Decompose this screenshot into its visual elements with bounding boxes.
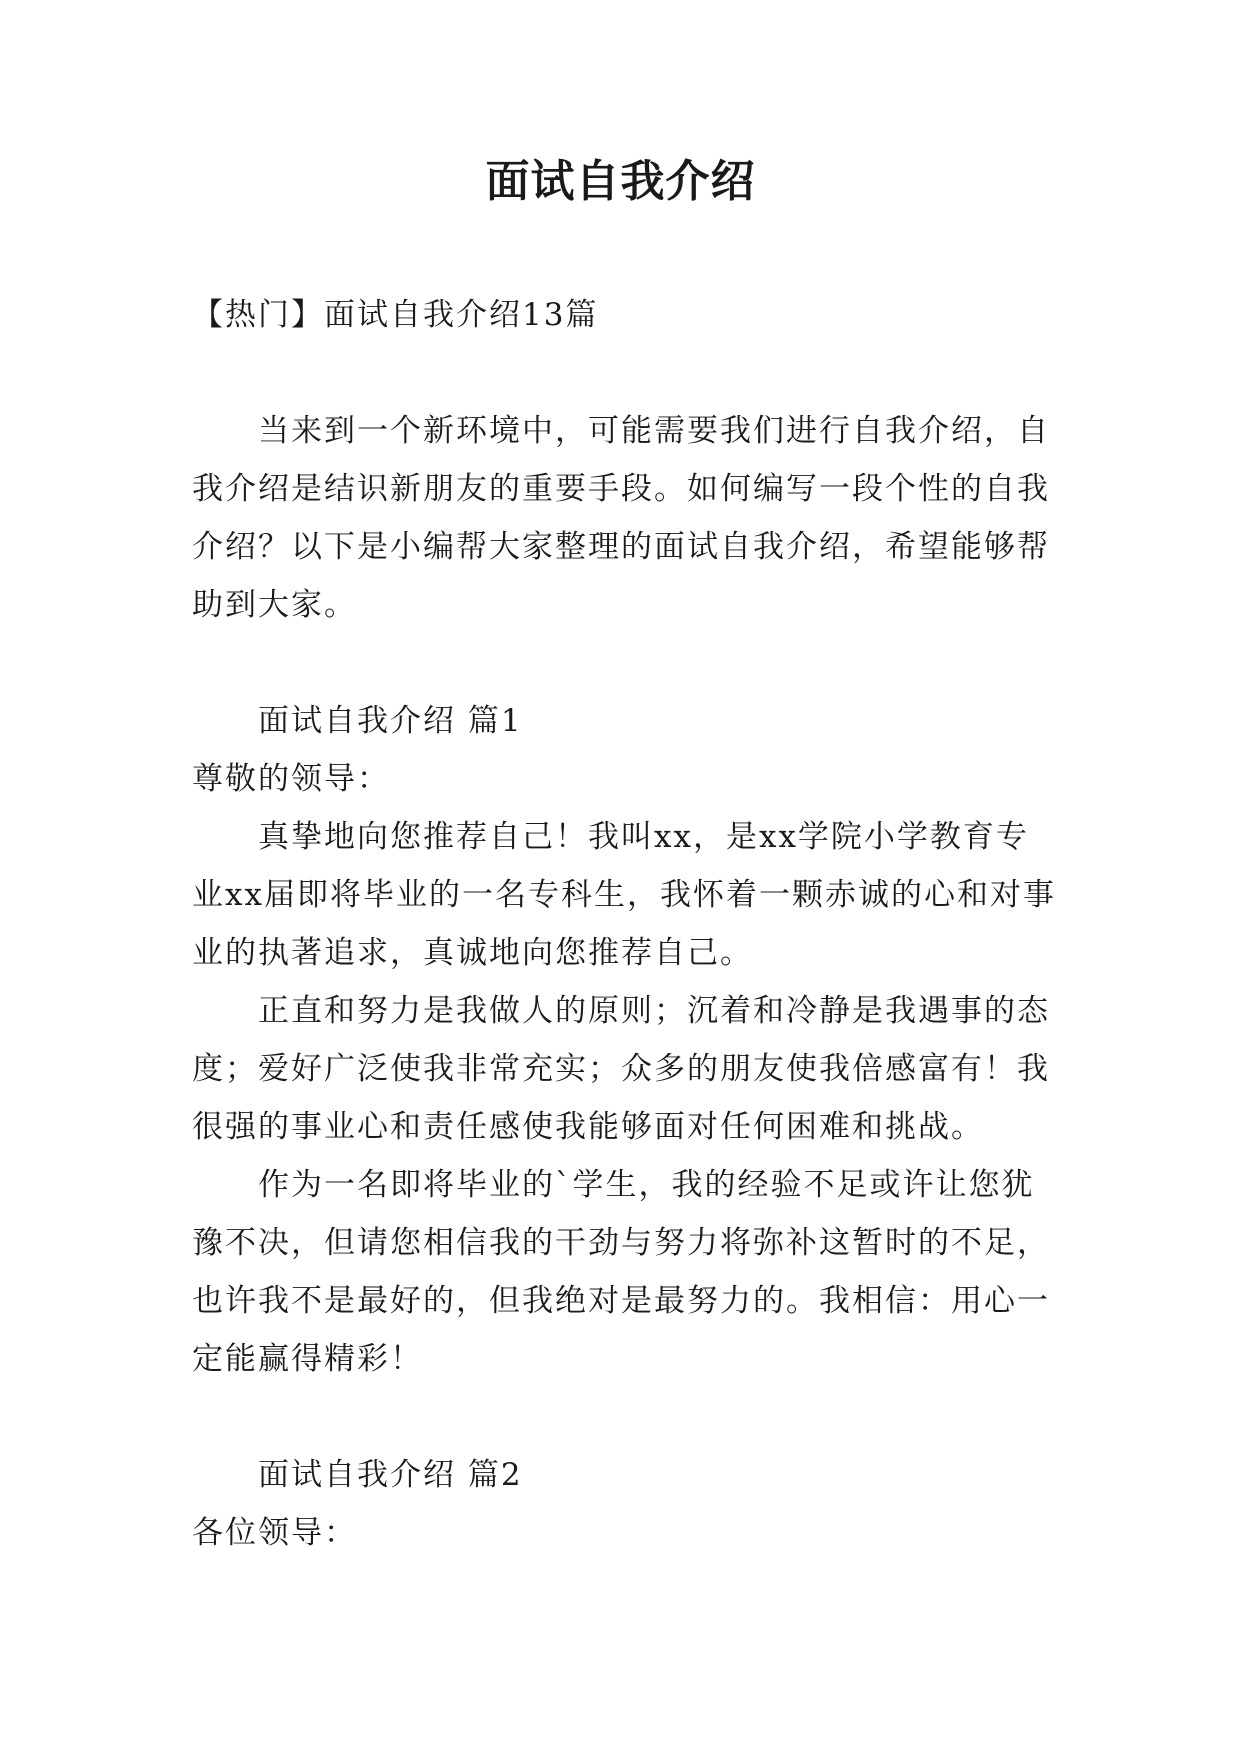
intro-paragraph: 当来到一个新环境中，可能需要我们进行自我介绍，自我介绍是结识新朋友的重要手段。如何编写一段个性的自我介绍？以下是小编帮大家整理的面试自我介绍，希望能够帮助到大家。: [192, 413, 1050, 623]
section-heading-1: 面试自我介绍 篇1: [258, 703, 523, 739]
document-title: 面试自我介绍: [485, 156, 756, 207]
body-paragraph: 真挚地向您推荐自己！我叫xx，是xx学院小学教育专业xx届即将毕业的一名专科生，我怀着一颗赤诚的心和对事业的执著追求，真诚地向您推荐自己。: [192, 819, 1056, 971]
document-body: [192, 286, 1056, 1562]
salutation-1: 尊敬的领导：: [192, 761, 390, 797]
body-paragraph: 作为一名即将毕业的`学生，我的经验不足或许让您犹豫不决，但请您相信我的干劲与努力将弥补这暂时的不足，也许我不是最好的，但我绝对是最努力的。我相信：用心一定能赢得精彩！: [192, 1167, 1050, 1377]
salutation-2: 各位领导：: [192, 1515, 357, 1551]
section-heading-2: 面试自我介绍 篇2: [258, 1457, 523, 1493]
document-subtitle: 【热门】面试自我介绍13篇: [192, 297, 599, 333]
body-paragraph: 正直和努力是我做人的原则；沉着和冷静是我遇事的态度；爱好广泛使我非常充实；众多的朋友使我倍感富有！我很强的事业心和责任感使我能够面对任何困难和挑战。: [192, 993, 1050, 1145]
